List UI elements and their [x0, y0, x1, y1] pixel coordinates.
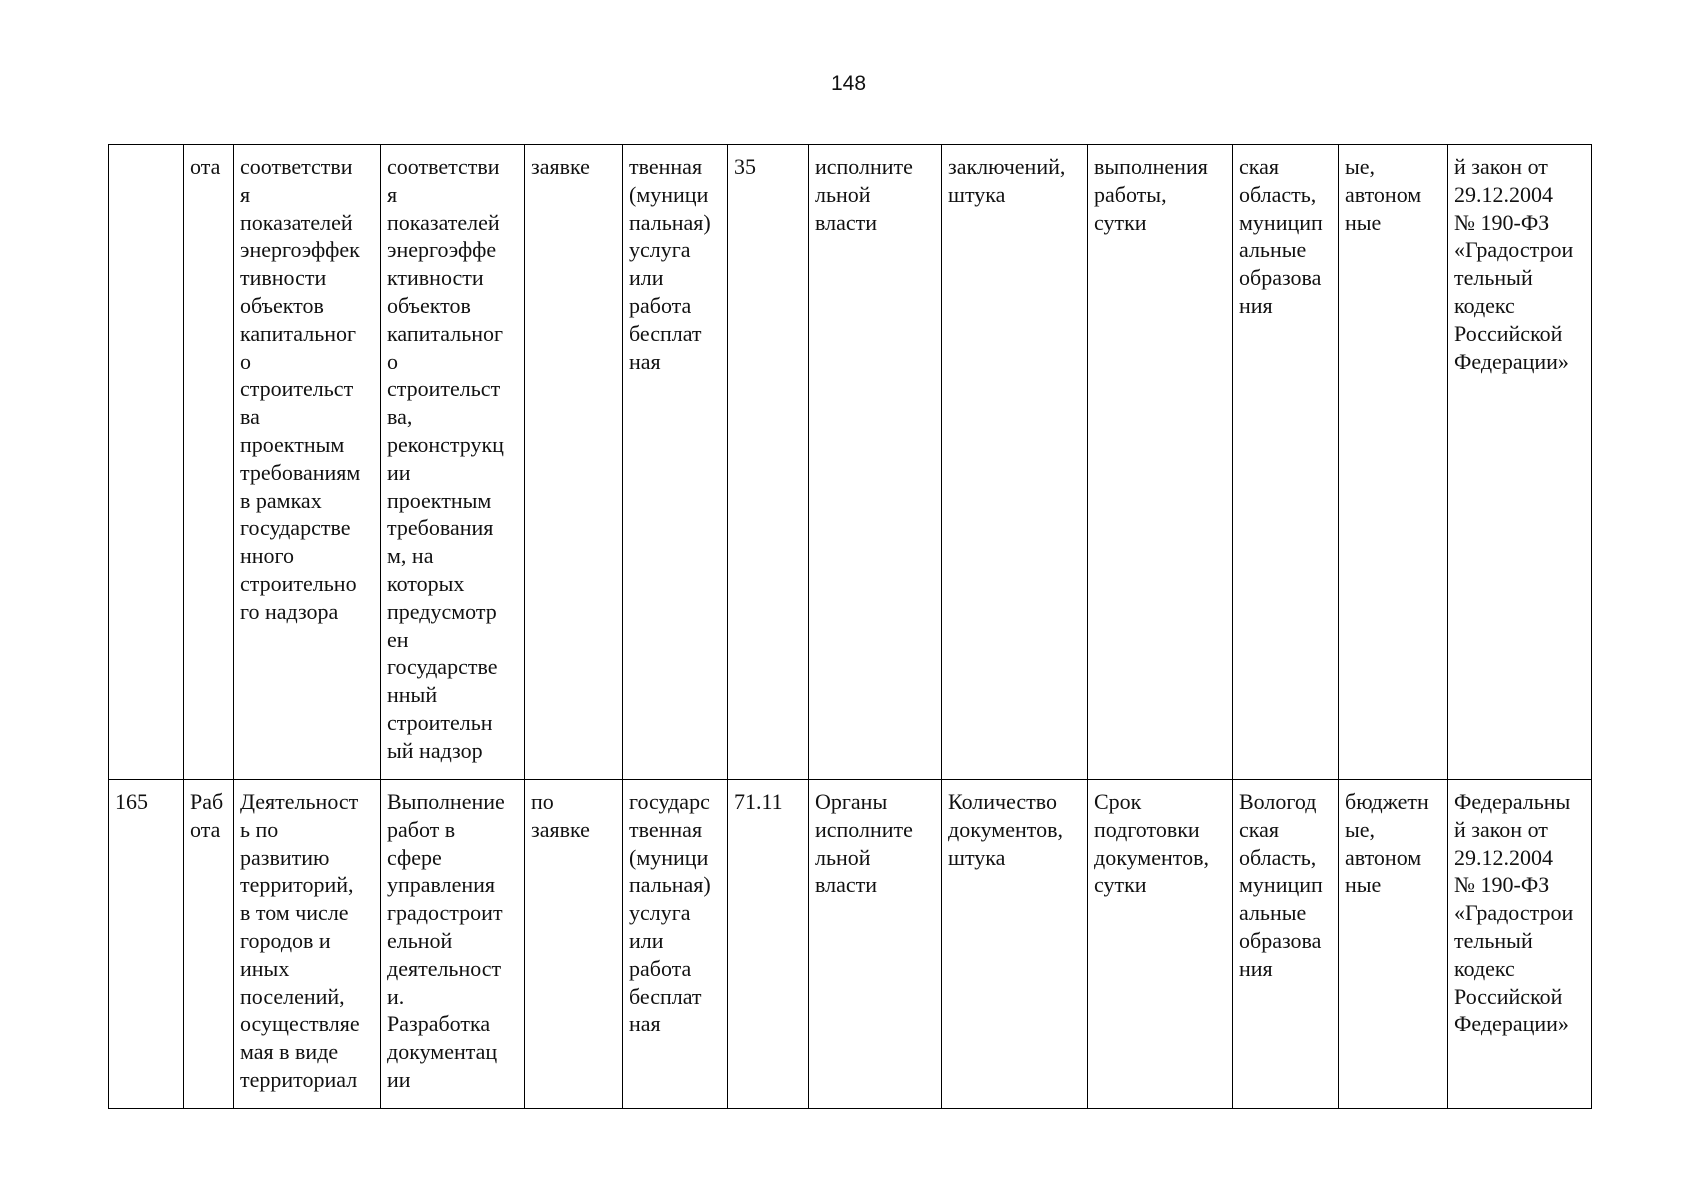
cell-content: Выполнение работ в сфере управления градостроит ельной деятельност и. Разработка документац ии: [381, 780, 525, 1109]
cell-service-kind: государс твенная (муници пальная) услуга или работа бесплат ная: [623, 780, 728, 1109]
cell-institution-type: бюджетн ые, автоном ные: [1339, 780, 1448, 1109]
cell-volume-indicator: заключений, штука: [942, 145, 1088, 780]
cell-activity: соответстви я показателей энергоэффек тивности объектов капитальног о строительст ва проектным требованиям в рамках государстве нного строительно го надзора: [234, 145, 381, 780]
cell-okved: 35: [728, 145, 809, 780]
cell-number: 165: [109, 780, 184, 1109]
cell-institution-type: ые, автоном ные: [1339, 145, 1448, 780]
cell-authority: Органы исполните льной власти: [809, 780, 942, 1109]
cell-type: Раб ота: [184, 780, 234, 1109]
page-number: 148: [830, 72, 867, 95]
cell-activity: Деятельност ь по развитию территорий, в том числе городов и иных поселений, осуществляе мая в виде территориал: [234, 780, 381, 1109]
cell-type: ота: [184, 145, 234, 780]
cell-quality-indicator: Срок подготовки документов, сутки: [1088, 780, 1233, 1109]
cell-authority: исполните льной власти: [809, 145, 942, 780]
cell-okved: 71.11: [728, 780, 809, 1109]
cell-volume-indicator: Количество документов, штука: [942, 780, 1088, 1109]
cell-legal-basis: Федеральны й закон от 29.12.2004 № 190-ФЗ «Градострои тельный кодекс Российской Федерации»: [1448, 780, 1592, 1109]
cell-service-kind: твенная (муници пальная) услуга или работа бесплат ная: [623, 145, 728, 780]
services-table: [108, 144, 1592, 1109]
table-row: [109, 145, 1592, 780]
cell-territory: ская область, муницип альные образова ния: [1233, 145, 1339, 780]
cell-quality-indicator: выполнения работы, сутки: [1088, 145, 1233, 780]
cell-basis: по заявке: [525, 780, 623, 1109]
table-row: [109, 780, 1592, 1109]
cell-basis: заявке: [525, 145, 623, 780]
cell-legal-basis: й закон от 29.12.2004 № 190-ФЗ «Градострои тельный кодекс Российской Федерации»: [1448, 145, 1592, 780]
cell-content: соответстви я показателей энергоэффе ктивности объектов капитальног о строительст ва, реконструкц ии проектным требования м, на которых предусмотр ен государстве нный строительн ый надзор: [381, 145, 525, 780]
cell-number: [109, 145, 184, 780]
cell-territory: Вологод ская область, муницип альные образова ния: [1233, 780, 1339, 1109]
